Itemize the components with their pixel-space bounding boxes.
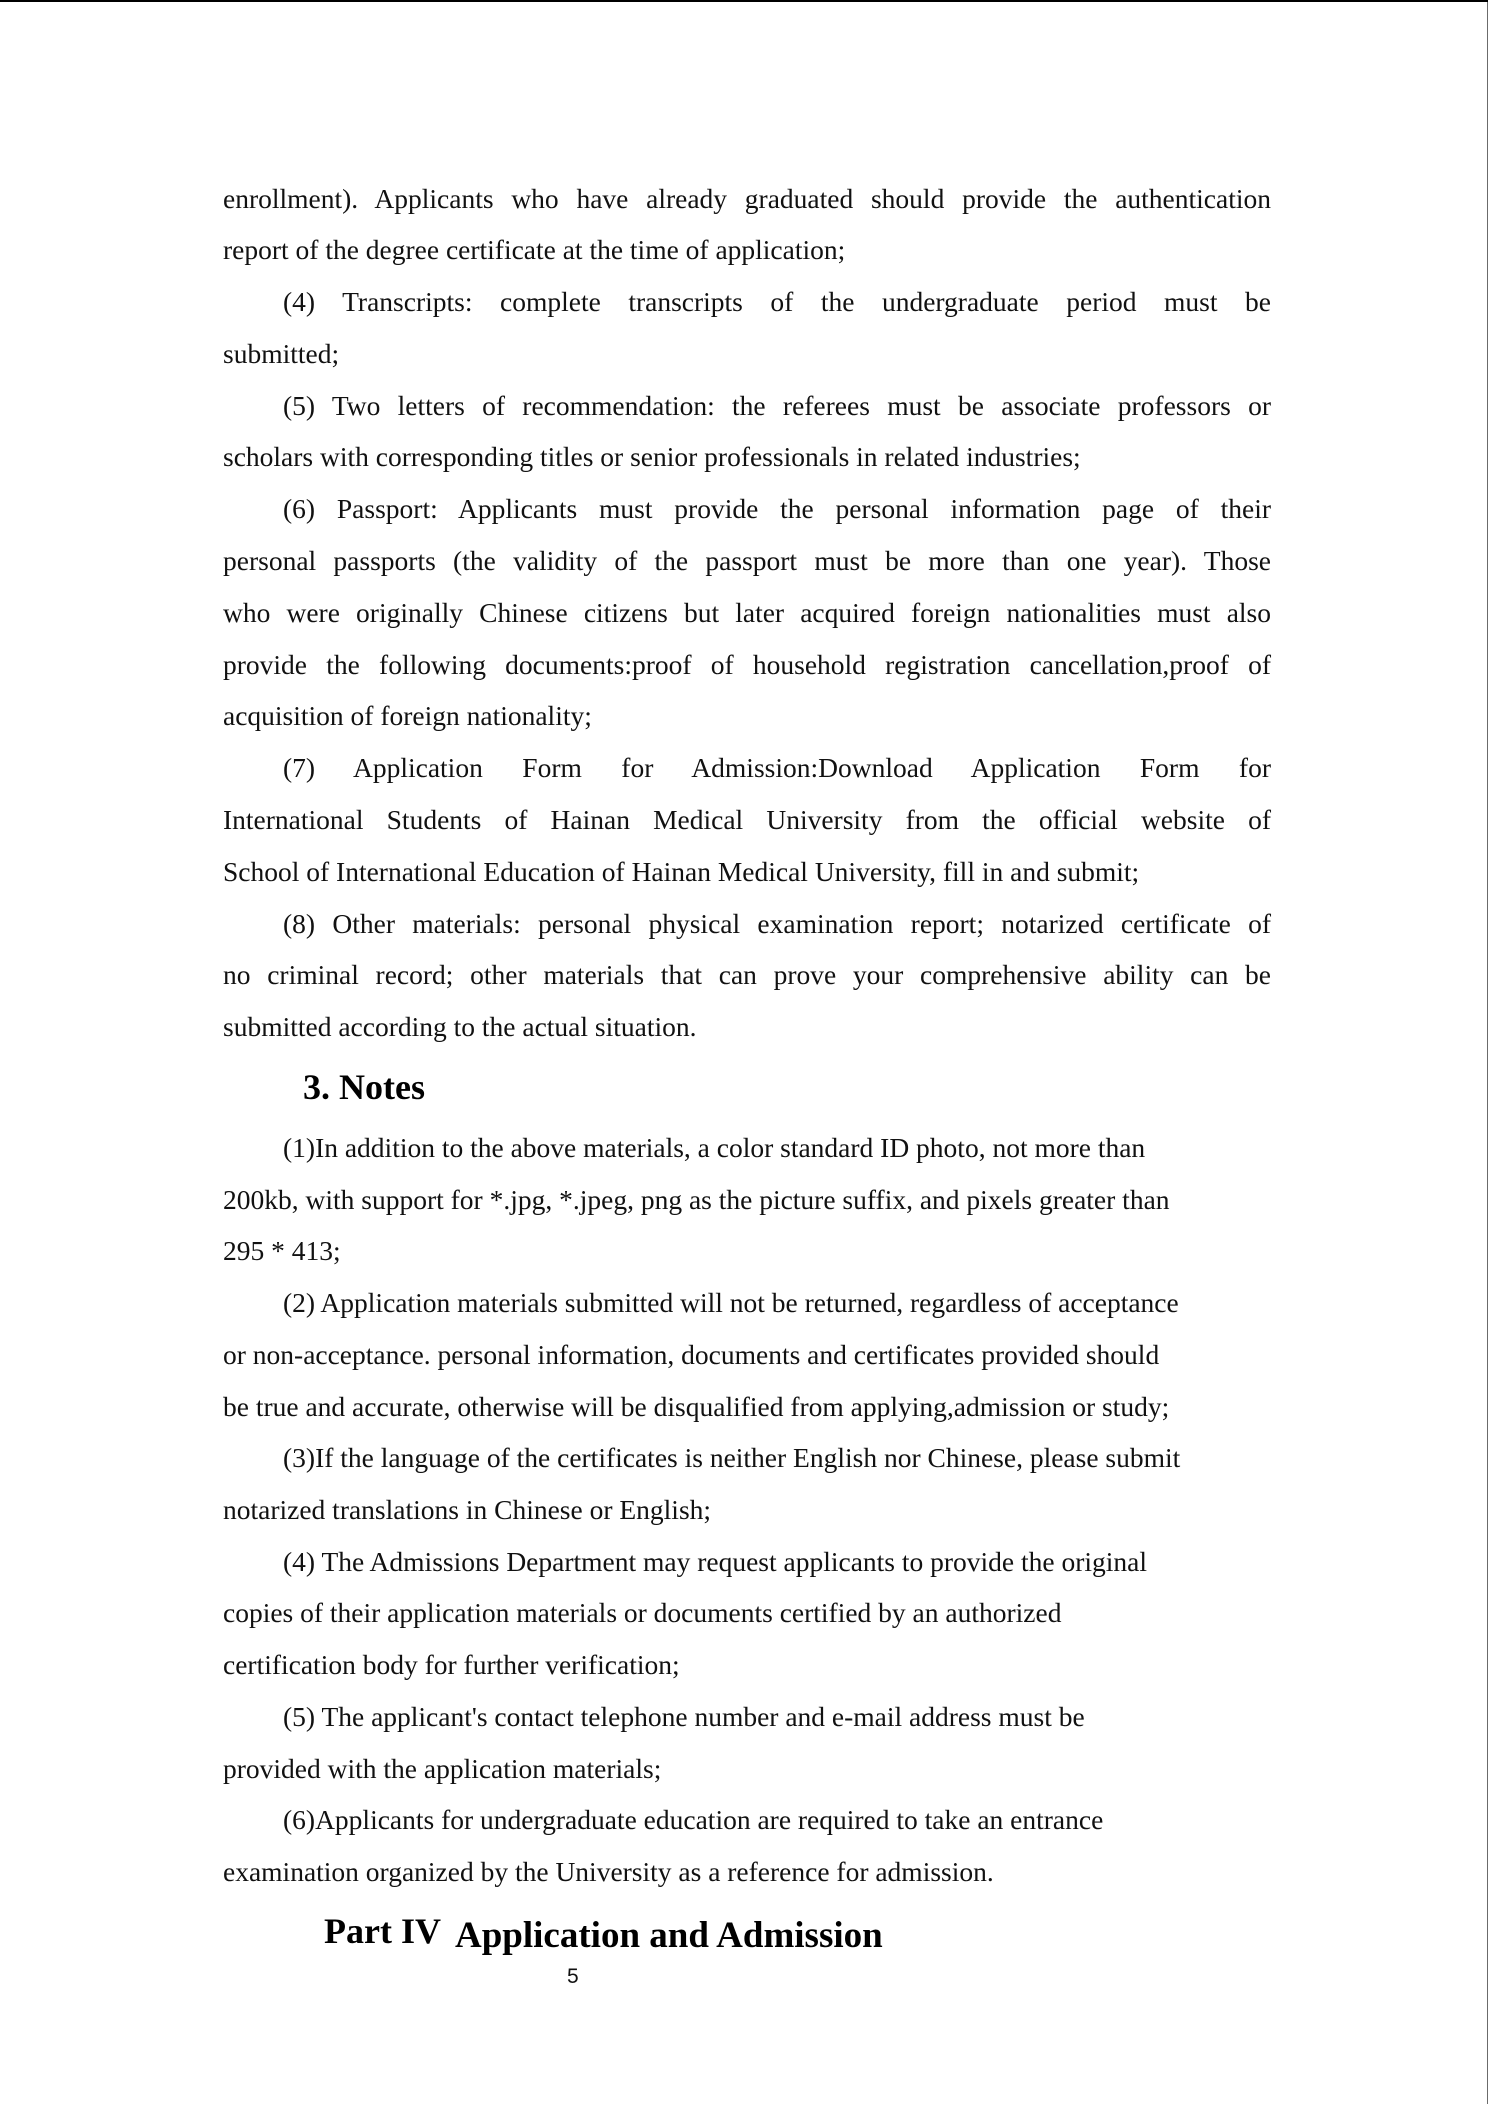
- note-item-2-line: be true and accurate, otherwise will be disqualified from applying,admission or study;: [223, 1391, 1170, 1422]
- material-item-8-line: submitted according to the actual situation.: [223, 1011, 697, 1042]
- intro-line: report of the degree certificate at the time of application;: [223, 234, 846, 265]
- material-item-4-line: submitted;: [223, 338, 340, 369]
- material-item-5-line: scholars with corresponding titles or senior professionals in related industries;: [223, 441, 1081, 472]
- part-heading-label: Part IV: [324, 1911, 441, 1951]
- note-item-6-line: examination organized by the University as a reference for admission.: [223, 1856, 994, 1887]
- note-item-1-line: 295 * 413;: [223, 1235, 341, 1266]
- material-item-6-line: (6) Passport: Applicants must provide the personal information page of their: [283, 493, 1271, 524]
- note-item-4-line: (4) The Admissions Department may request applicants to provide the original: [283, 1546, 1148, 1577]
- note-item-1-line: (1)In addition to the above materials, a color standard ID photo, not more than: [283, 1132, 1146, 1163]
- note-item-5-line: (5) The applicant's contact telephone number and e-mail address must be: [283, 1701, 1085, 1732]
- note-item-4-line: copies of their application materials or documents certified by an authorized: [223, 1597, 1062, 1628]
- part-heading-title: Application and Admission: [455, 1915, 883, 1956]
- notes-heading: 3. Notes: [303, 1067, 425, 1107]
- material-item-7-line: International Students of Hainan Medical University from the official website of: [223, 804, 1271, 835]
- material-item-6-line: provide the following documents:proof of household registration cancellation,proof of: [223, 649, 1271, 680]
- material-item-8-line: no criminal record; other materials that can prove your comprehensive ability can be: [223, 959, 1271, 990]
- material-item-6-line: acquisition of foreign nationality;: [223, 700, 592, 731]
- note-item-2-line: (2) Application materials submitted will not be returned, regardless of acceptance: [283, 1287, 1179, 1318]
- page-number: 5: [567, 1965, 579, 1988]
- note-item-1-line: 200kb, with support for *.jpg, *.jpeg, png as the picture suffix, and pixels greater than: [223, 1184, 1170, 1215]
- note-item-4-line: certification body for further verification;: [223, 1649, 680, 1680]
- intro-line: enrollment). Applicants who have already graduated should provide the authentication: [223, 183, 1271, 214]
- material-item-4-line: (4) Transcripts: complete transcripts of the undergraduate period must be: [283, 286, 1271, 317]
- material-item-6-line: personal passports (the validity of the passport must be more than one year). Those: [223, 545, 1271, 576]
- note-item-6-line: (6)Applicants for undergraduate education are required to take an entrance: [283, 1804, 1104, 1835]
- material-item-7-line: (7) Application Form for Admission:Download Application Form for: [283, 752, 1271, 783]
- material-item-5-line: (5) Two letters of recommendation: the referees must be associate professors or: [283, 390, 1271, 421]
- material-item-7-line: School of International Education of Hainan Medical University, fill in and submit;: [223, 856, 1140, 887]
- material-item-6-line: who were originally Chinese citizens but later acquired foreign nationalities must also: [223, 597, 1271, 628]
- note-item-3-line: notarized translations in Chinese or English;: [223, 1494, 712, 1525]
- note-item-5-line: provided with the application materials;: [223, 1753, 662, 1784]
- material-item-8-line: (8) Other materials: personal physical examination report; notarized certificate of: [283, 908, 1271, 939]
- note-item-2-line: or non-acceptance. personal information, documents and certificates provided should: [223, 1339, 1160, 1370]
- note-item-3-line: (3)If the language of the certificates is neither English nor Chinese, please submit: [283, 1442, 1181, 1473]
